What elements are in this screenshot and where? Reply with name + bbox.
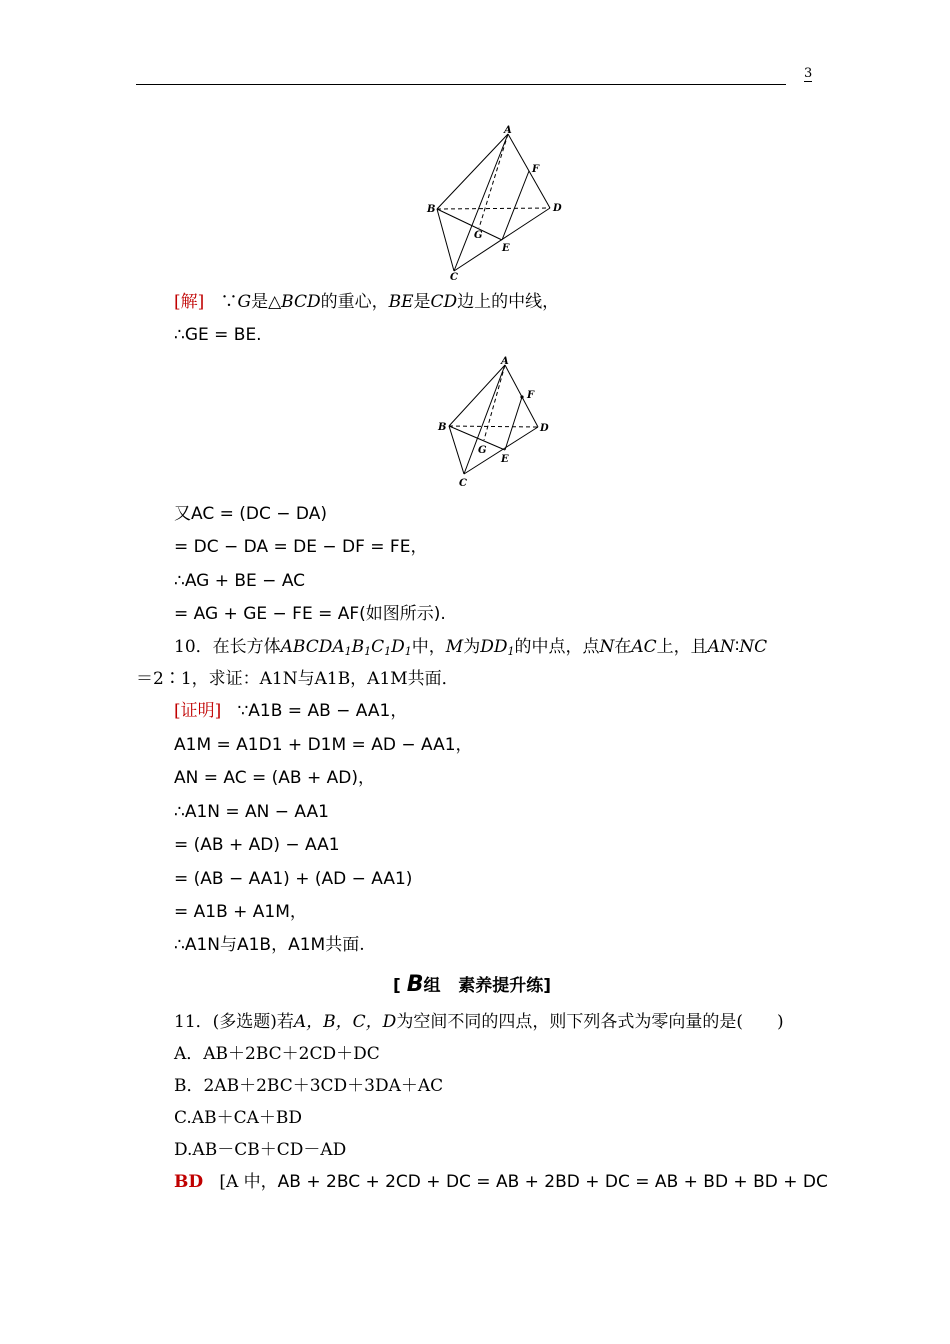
fig2-label-D: D (540, 423, 549, 434)
fig1-label-G: G (474, 230, 483, 241)
fig1-label-A: A (504, 125, 512, 136)
fig1-label-D: D (553, 203, 562, 214)
problem-11-option-a: A．AB＋2BC＋2CD＋DC (174, 1044, 380, 1064)
fig1-label-F: F (532, 164, 540, 175)
problem-11-option-b: B．2AB＋2BC＋3CD＋3DA＋AC (174, 1076, 444, 1096)
proof-line-8: ∴A1N与A1B，A1M共面. (174, 935, 365, 955)
tetrahedron-figure-2 (436, 352, 556, 492)
tetrahedron-figure-1 (424, 122, 570, 282)
proof-line-3: AN = AC = (AB + AD)， (174, 768, 375, 788)
problem-11-stem: 11．(多选题)若A，B，C，D为空间不同的四点，则下列各式为零向量的是( ) (174, 1012, 784, 1032)
fig2-label-E: E (501, 454, 509, 465)
proof-line-7: = A1B + A1M， (174, 902, 307, 922)
proof-line-5: = (AB + AD) − AA1 (174, 835, 340, 855)
problem-11-option-c: C.AB＋CA＋BD (174, 1108, 302, 1128)
problem-11-option-d: D.AB－CB＋CD－AD (174, 1140, 347, 1160)
problem-10-line-2: ＝2∶1，求证：A1N与A1B，A1M共面． (136, 669, 459, 689)
fig2-label-B: B (438, 422, 447, 433)
problem-11-answer: BD (174, 1172, 204, 1192)
fig1-label-C: C (450, 272, 458, 282)
fig2-label-C: C (459, 478, 467, 489)
problem-10-line-1: 10．在长方体$ABCDA_1B_1C_1D_1$中，M为$DD_1$的中点，点N在AC上，且AN∶NC (174, 637, 768, 658)
proof-tag: [证明] (174, 701, 222, 721)
proof-line-4: ∴A1N = AN − AA1 (174, 802, 329, 822)
proof-line-6: = (AB − AA1) + (AD − AA1) (174, 869, 413, 889)
solution-tag: [解] (174, 292, 205, 312)
header-rule (136, 84, 786, 85)
solution-line-6: = AG + GE − FE = AF(如图所示). (174, 604, 446, 624)
section-heading: [ B组 素养提升练] (393, 972, 552, 997)
solution-line-5: ∴AG + BE − AC (174, 571, 306, 591)
fig2-label-F: F (527, 390, 535, 401)
proof-line-2: A1M = A1D1 + D1M = AD − AA1， (174, 735, 473, 755)
problem-11-answer-line: BD [A 中，AB + 2BC + 2CD + DC = AB + 2BD + DC = AB + BD + BD + DC (174, 1172, 828, 1192)
fig2-label-A: A (501, 356, 509, 367)
fig1-label-B: B (427, 204, 436, 215)
solution-line-4: = DC − DA = DE − DF = FE， (174, 537, 428, 557)
solution-line-2: ∴GE = BE. (174, 325, 262, 345)
page-number: 3 (804, 66, 813, 81)
solution-line-3: 又AC = (DC − DA) (174, 504, 327, 524)
proof-line-1: [证明] ∵A1B = AB − AA1， (174, 701, 408, 721)
fig1-label-E: E (502, 243, 510, 254)
fig2-label-G: G (478, 445, 487, 456)
solution-line-1: [解] ∵G是△BCD的重心，BE是CD边上的中线， (174, 292, 560, 312)
